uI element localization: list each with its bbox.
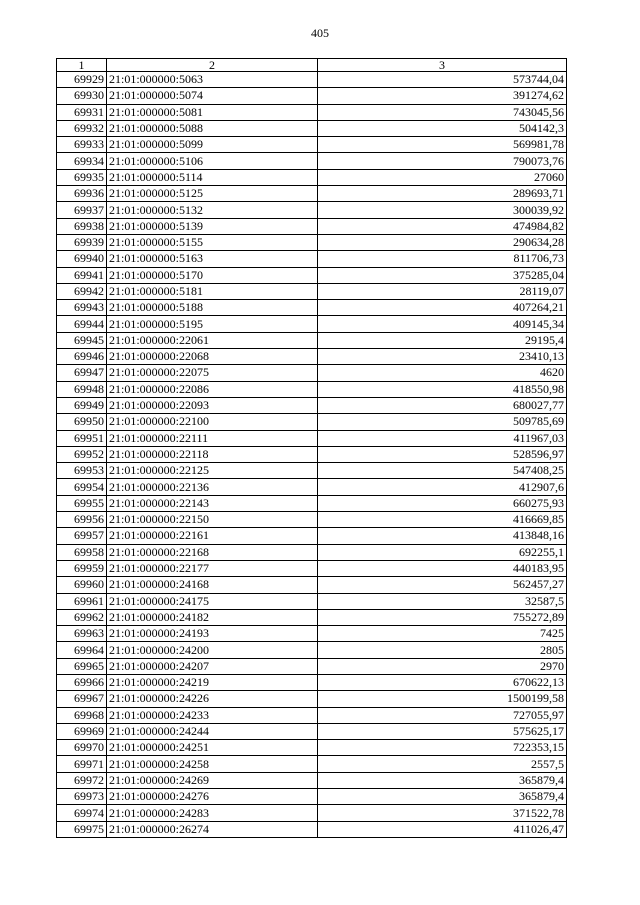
cadastral-number-cell: 21:01:000000:24226 [107, 691, 318, 707]
cadastral-number-cell: 21:01:000000:5063 [107, 72, 318, 88]
row-index-cell: 69968 [57, 707, 107, 723]
value-cell: 811706,73 [318, 251, 567, 267]
cadastral-number-cell: 21:01:000000:24283 [107, 805, 318, 821]
table-row [57, 740, 567, 756]
row-index-cell: 69957 [57, 528, 107, 544]
cadastral-number-cell: 21:01:000000:22061 [107, 332, 318, 348]
table-row [57, 609, 567, 625]
cadastral-number-cell: 21:01:000000:22093 [107, 397, 318, 413]
table-row [57, 658, 567, 674]
value-cell: 670622,13 [318, 674, 567, 690]
table-row [57, 202, 567, 218]
table-row [57, 381, 567, 397]
row-index-cell: 69946 [57, 349, 107, 365]
cadastral-number-cell: 21:01:000000:22075 [107, 365, 318, 381]
value-cell: 2557,5 [318, 756, 567, 772]
row-index-cell: 69967 [57, 691, 107, 707]
cadastral-number-cell: 21:01:000000:5155 [107, 234, 318, 250]
cadastral-number-cell: 21:01:000000:22177 [107, 560, 318, 576]
value-cell: 27060 [318, 169, 567, 185]
table-row [57, 218, 567, 234]
table-row [57, 626, 567, 642]
value-cell: 575625,17 [318, 723, 567, 739]
row-index-cell: 69956 [57, 512, 107, 528]
row-index-cell: 69951 [57, 430, 107, 446]
cadastral-number-cell: 21:01:000000:5099 [107, 137, 318, 153]
value-cell: 547408,25 [318, 463, 567, 479]
row-index-cell: 69955 [57, 495, 107, 511]
row-index-cell: 69953 [57, 463, 107, 479]
value-cell: 411026,47 [318, 821, 567, 837]
table-row [57, 560, 567, 576]
table-row [57, 251, 567, 267]
table-row [57, 316, 567, 332]
cadastral-number-cell: 21:01:000000:5195 [107, 316, 318, 332]
row-index-cell: 69969 [57, 723, 107, 739]
row-index-cell: 69964 [57, 642, 107, 658]
cadastral-number-cell: 21:01:000000:22143 [107, 495, 318, 511]
cadastral-number-cell: 21:01:000000:24207 [107, 658, 318, 674]
value-cell: 509785,69 [318, 414, 567, 430]
row-index-cell: 69934 [57, 153, 107, 169]
table-row [57, 446, 567, 462]
cadastral-number-cell: 21:01:000000:22161 [107, 528, 318, 544]
cadastral-number-cell: 21:01:000000:22100 [107, 414, 318, 430]
table-row [57, 397, 567, 413]
row-index-cell: 69948 [57, 381, 107, 397]
table-row [57, 72, 567, 88]
header-row [57, 59, 567, 72]
cadastral-number-cell: 21:01:000000:24182 [107, 609, 318, 625]
cadastral-number-cell: 21:01:000000:5188 [107, 300, 318, 316]
value-cell: 474984,82 [318, 218, 567, 234]
table-row [57, 821, 567, 837]
table-row [57, 479, 567, 495]
row-index-cell: 69943 [57, 300, 107, 316]
row-index-cell: 69974 [57, 805, 107, 821]
value-cell: 29195,4 [318, 332, 567, 348]
cadastral-number-cell: 21:01:000000:5170 [107, 267, 318, 283]
table-row [57, 756, 567, 772]
column-header-index: 1 [57, 59, 107, 72]
table-row [57, 349, 567, 365]
row-index-cell: 69950 [57, 414, 107, 430]
page-number: 405 [311, 26, 329, 40]
row-index-cell: 69947 [57, 365, 107, 381]
row-index-cell: 69930 [57, 88, 107, 104]
table-row [57, 153, 567, 169]
value-cell: 418550,98 [318, 381, 567, 397]
value-cell: 289693,71 [318, 186, 567, 202]
row-index-cell: 69932 [57, 120, 107, 136]
value-cell: 28119,07 [318, 283, 567, 299]
cadastral-number-cell: 21:01:000000:24276 [107, 789, 318, 805]
row-index-cell: 69960 [57, 577, 107, 593]
row-index-cell: 69937 [57, 202, 107, 218]
cadastral-number-cell: 21:01:000000:24193 [107, 626, 318, 642]
row-index-cell: 69965 [57, 658, 107, 674]
cadastral-number-cell: 21:01:000000:5106 [107, 153, 318, 169]
row-index-cell: 69958 [57, 544, 107, 560]
row-index-cell: 69975 [57, 821, 107, 837]
table-row [57, 723, 567, 739]
row-index-cell: 69945 [57, 332, 107, 348]
value-cell: 7425 [318, 626, 567, 642]
cadastral-number-cell: 21:01:000000:24175 [107, 593, 318, 609]
table-row [57, 283, 567, 299]
value-cell: 32587,5 [318, 593, 567, 609]
cadastral-number-cell: 21:01:000000:22136 [107, 479, 318, 495]
table-row [57, 414, 567, 430]
table-row [57, 593, 567, 609]
value-cell: 407264,21 [318, 300, 567, 316]
value-cell: 365879,4 [318, 772, 567, 788]
value-cell: 409145,34 [318, 316, 567, 332]
row-index-cell: 69940 [57, 251, 107, 267]
cadastral-number-cell: 21:01:000000:5088 [107, 120, 318, 136]
cadastral-number-cell: 21:01:000000:22125 [107, 463, 318, 479]
cadastral-number-cell: 21:01:000000:24269 [107, 772, 318, 788]
value-cell: 790073,76 [318, 153, 567, 169]
value-cell: 504142,3 [318, 120, 567, 136]
value-cell: 1500199,58 [318, 691, 567, 707]
table-header [57, 59, 567, 72]
value-cell: 743045,56 [318, 104, 567, 120]
row-index-cell: 69973 [57, 789, 107, 805]
value-cell: 371522,78 [318, 805, 567, 821]
value-cell: 391274,62 [318, 88, 567, 104]
value-cell: 290634,28 [318, 234, 567, 250]
row-index-cell: 69933 [57, 137, 107, 153]
cadastral-number-cell: 21:01:000000:24244 [107, 723, 318, 739]
value-cell: 727055,97 [318, 707, 567, 723]
value-cell: 755272,89 [318, 609, 567, 625]
table-row [57, 267, 567, 283]
cadastral-number-cell: 21:01:000000:5081 [107, 104, 318, 120]
row-index-cell: 69941 [57, 267, 107, 283]
register-table [56, 58, 567, 838]
table-row [57, 120, 567, 136]
cadastral-number-cell: 21:01:000000:5181 [107, 283, 318, 299]
cadastral-number-cell: 21:01:000000:24251 [107, 740, 318, 756]
table-row [57, 300, 567, 316]
table-row [57, 463, 567, 479]
table-row [57, 104, 567, 120]
cadastral-number-cell: 21:01:000000:24200 [107, 642, 318, 658]
cadastral-number-cell: 21:01:000000:26274 [107, 821, 318, 837]
table-row [57, 805, 567, 821]
row-index-cell: 69936 [57, 186, 107, 202]
row-index-cell: 69944 [57, 316, 107, 332]
table-row [57, 544, 567, 560]
table-row [57, 169, 567, 185]
row-index-cell: 69952 [57, 446, 107, 462]
value-cell: 2970 [318, 658, 567, 674]
value-cell: 23410,13 [318, 349, 567, 365]
row-index-cell: 69938 [57, 218, 107, 234]
value-cell: 562457,27 [318, 577, 567, 593]
table-row [57, 691, 567, 707]
table-row [57, 577, 567, 593]
value-cell: 722353,15 [318, 740, 567, 756]
row-index-cell: 69966 [57, 674, 107, 690]
table-body [57, 72, 567, 838]
row-index-cell: 69972 [57, 772, 107, 788]
table-row [57, 772, 567, 788]
row-index-cell: 69939 [57, 234, 107, 250]
cadastral-number-cell: 21:01:000000:22150 [107, 512, 318, 528]
value-cell: 573744,04 [318, 72, 567, 88]
table-row [57, 365, 567, 381]
value-cell: 375285,04 [318, 267, 567, 283]
value-cell: 569981,78 [318, 137, 567, 153]
value-cell: 2805 [318, 642, 567, 658]
row-index-cell: 69935 [57, 169, 107, 185]
column-header-cadastral-number: 2 [107, 59, 318, 72]
table-row [57, 430, 567, 446]
value-cell: 411967,03 [318, 430, 567, 446]
table-row [57, 332, 567, 348]
value-cell: 660275,93 [318, 495, 567, 511]
cadastral-number-cell: 21:01:000000:24219 [107, 674, 318, 690]
value-cell: 440183,95 [318, 560, 567, 576]
row-index-cell: 69931 [57, 104, 107, 120]
row-index-cell: 69954 [57, 479, 107, 495]
cadastral-number-cell: 21:01:000000:5163 [107, 251, 318, 267]
value-cell: 680027,77 [318, 397, 567, 413]
table-row [57, 88, 567, 104]
table-row [57, 234, 567, 250]
row-index-cell: 69961 [57, 593, 107, 609]
table-row [57, 707, 567, 723]
cadastral-number-cell: 21:01:000000:5139 [107, 218, 318, 234]
row-index-cell: 69963 [57, 626, 107, 642]
value-cell: 4620 [318, 365, 567, 381]
value-cell: 528596,97 [318, 446, 567, 462]
table-row [57, 186, 567, 202]
row-index-cell: 69949 [57, 397, 107, 413]
value-cell: 416669,85 [318, 512, 567, 528]
cadastral-number-cell: 21:01:000000:5132 [107, 202, 318, 218]
table-row [57, 674, 567, 690]
value-cell: 413848,16 [318, 528, 567, 544]
cadastral-number-cell: 21:01:000000:5125 [107, 186, 318, 202]
cadastral-number-cell: 21:01:000000:24168 [107, 577, 318, 593]
row-index-cell: 69959 [57, 560, 107, 576]
cadastral-number-cell: 21:01:000000:22118 [107, 446, 318, 462]
row-index-cell: 69971 [57, 756, 107, 772]
cadastral-number-cell: 21:01:000000:5114 [107, 169, 318, 185]
table-row [57, 495, 567, 511]
row-index-cell: 69929 [57, 72, 107, 88]
value-cell: 692255,1 [318, 544, 567, 560]
cadastral-number-cell: 21:01:000000:5074 [107, 88, 318, 104]
cadastral-number-cell: 21:01:000000:22068 [107, 349, 318, 365]
column-header-value: 3 [318, 59, 567, 72]
value-cell: 365879,4 [318, 789, 567, 805]
cadastral-number-cell: 21:01:000000:22086 [107, 381, 318, 397]
cadastral-number-cell: 21:01:000000:24233 [107, 707, 318, 723]
cadastral-number-cell: 21:01:000000:24258 [107, 756, 318, 772]
table-row [57, 137, 567, 153]
value-cell: 300039,92 [318, 202, 567, 218]
row-index-cell: 69970 [57, 740, 107, 756]
cadastral-number-cell: 21:01:000000:22168 [107, 544, 318, 560]
table-row [57, 512, 567, 528]
row-index-cell: 69942 [57, 283, 107, 299]
table-row [57, 789, 567, 805]
cadastral-number-cell: 21:01:000000:22111 [107, 430, 318, 446]
table-row [57, 642, 567, 658]
row-index-cell: 69962 [57, 609, 107, 625]
table-row [57, 528, 567, 544]
value-cell: 412907,6 [318, 479, 567, 495]
